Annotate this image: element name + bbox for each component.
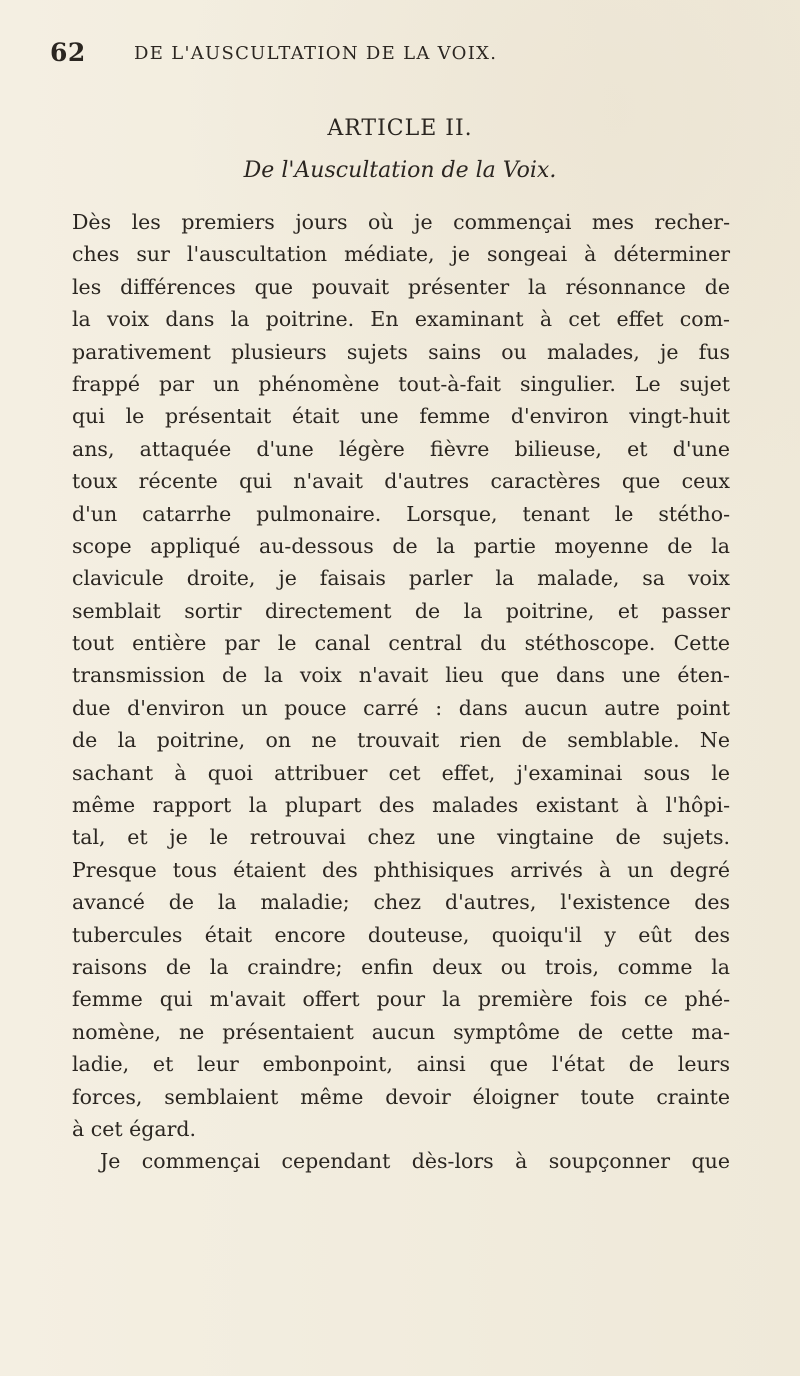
text-line: qui le présentait était une femme d'environ vingt-huit <box>72 404 730 429</box>
text-line: même rapport la plupart des malades existant à l'hôpi- <box>72 793 730 818</box>
page-header <box>50 38 770 78</box>
text-line: transmission de la voix n'avait lieu que dans une éten- <box>72 663 730 688</box>
text-line: ches sur l'auscultation médiate, je songeai à déterminer <box>72 242 730 267</box>
text-line: ans, attaquée d'une légère fièvre bilieuse, et d'une <box>72 436 730 461</box>
text-line: semblait sortir directement de la poitrine, et passer <box>72 598 730 623</box>
body-text <box>72 206 730 1178</box>
text-line: clavicule droite, je faisais parler la malade, sa voix <box>72 566 730 591</box>
text-line: avancé de la maladie; chez d'autres, l'existence des <box>72 890 730 915</box>
article-subtitle: De l'Auscultation de la Voix. <box>243 158 557 183</box>
text-line: due d'environ un pouce carré : dans aucun autre point <box>72 695 730 720</box>
text-line: à cet égard. <box>72 1116 197 1141</box>
text-line: raisons de la craindre; enfin deux ou trois, comme la <box>72 954 730 979</box>
text-line: sachant à quoi attribuer cet effet, j'examinai sous le <box>72 760 730 785</box>
text-line: ladie, et leur embonpoint, ainsi que l'état de leurs <box>72 1052 730 1077</box>
text-line: scope appliqué au-dessous de la partie moyenne de la <box>72 533 730 558</box>
article-title: ARTICLE II. <box>327 116 473 141</box>
text-line: frappé par un phénomène tout-à-fait singulier. Le sujet <box>72 371 730 396</box>
text-line: Je commençai cependant dès-lors à soupçonner que <box>100 1149 730 1174</box>
text-line: tubercules était encore douteuse, quoiqu'il y eût des <box>72 922 730 947</box>
text-line: de la poitrine, on ne trouvait rien de semblable. Ne <box>72 728 730 753</box>
text-line: les différences que pouvait présenter la résonnance de <box>72 274 730 299</box>
text-line: toux récente qui n'avait d'autres caractères que ceux <box>72 469 730 494</box>
text-line: forces, semblaient même devoir éloigner toute crainte <box>72 1084 730 1109</box>
text-line: tal, et je le retrouvai chez une vingtaine de sujets. <box>72 825 730 850</box>
text-line: femme qui m'avait offert pour la première fois ce phé- <box>72 987 730 1012</box>
page-number: 62 <box>50 38 86 67</box>
text-line: d'un catarrhe pulmonaire. Lorsque, tenant le stétho- <box>72 501 730 526</box>
text-line: parativement plusieurs sujets sains ou malades, je fus <box>72 339 730 364</box>
text-line: Presque tous étaient des phthisiques arrivés à un degré <box>72 857 730 882</box>
text-line: nomène, ne présentaient aucun symptôme de cette ma- <box>72 1019 730 1044</box>
text-line: Dès les premiers jours où je commençai mes recher- <box>72 210 730 234</box>
text-line: la voix dans la poitrine. En examinant à cet effet com- <box>72 307 730 332</box>
text-line: tout entière par le canal central du stéthoscope. Cette <box>72 631 730 656</box>
running-head: DE L'AUSCULTATION DE LA VOIX. <box>134 43 498 64</box>
